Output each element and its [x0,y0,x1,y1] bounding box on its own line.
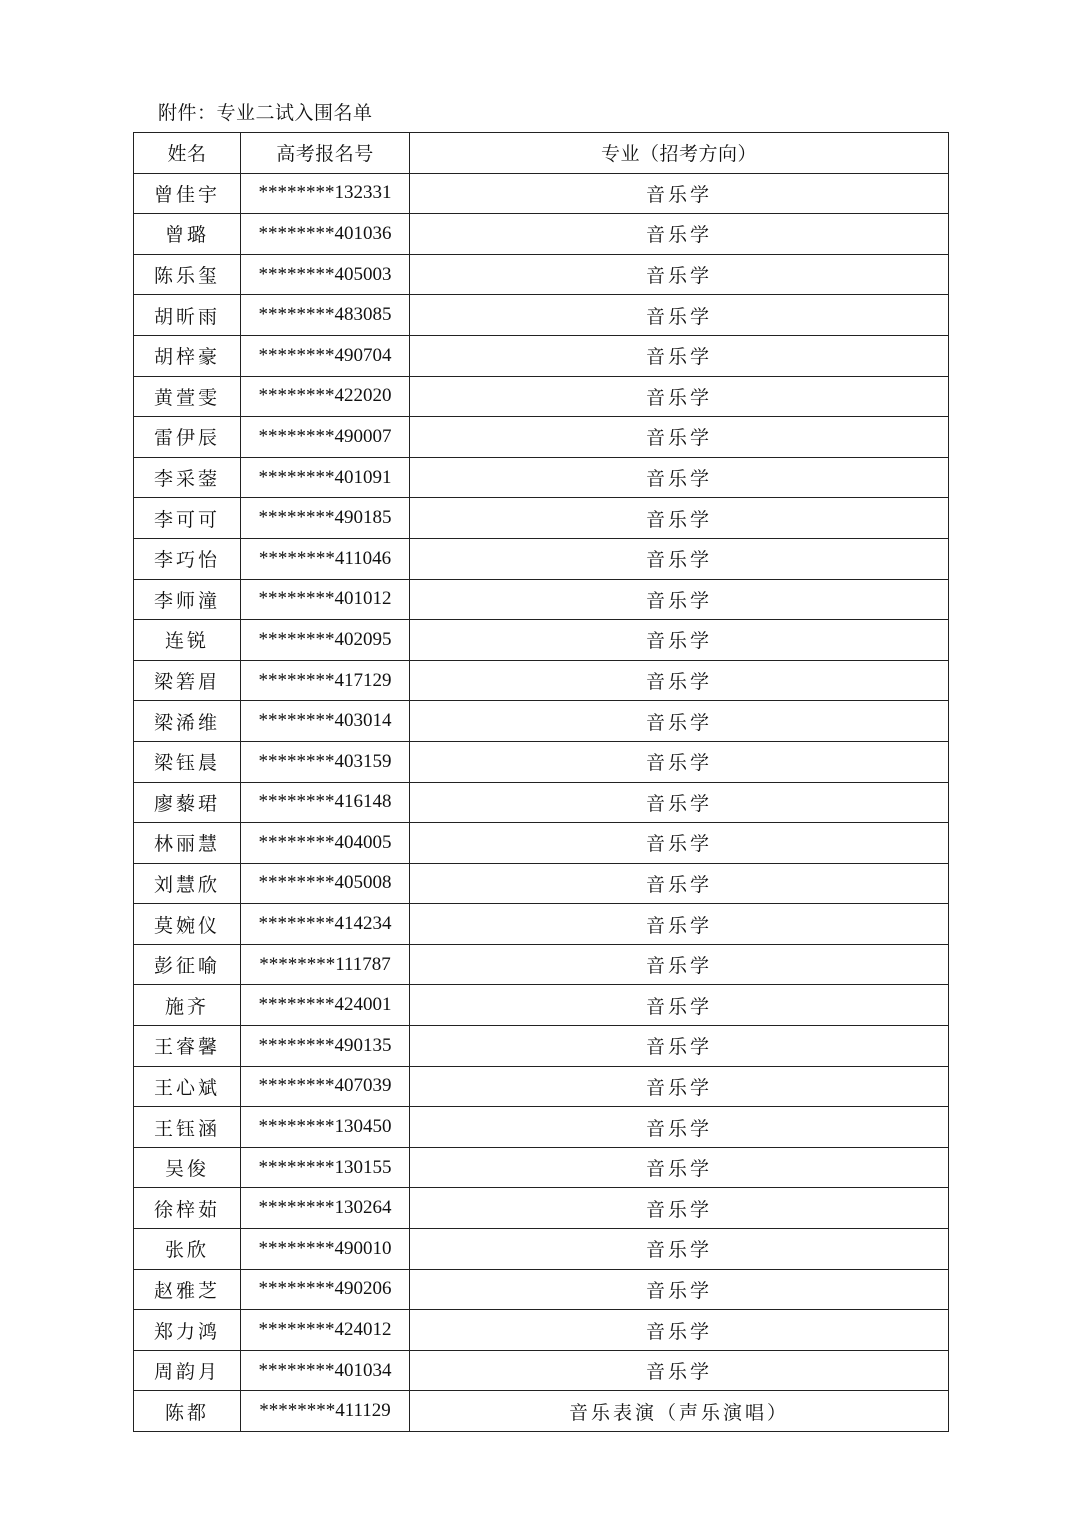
cell-major: 音乐学 [410,1188,949,1229]
table-row [134,335,949,376]
cell-major: 音乐学 [410,782,949,823]
cell-major: 音乐学 [410,173,949,214]
cell-exam-id: ********403014 [241,701,410,742]
table-row [134,944,949,985]
cell-major: 音乐学 [410,498,949,539]
cell-name: 赵雅芝 [134,1269,241,1310]
table-row [134,1066,949,1107]
table-row [134,295,949,336]
cell-name: 曾佳宇 [134,173,241,214]
table-row [134,1350,949,1391]
cell-major: 音乐学 [410,214,949,255]
cell-major: 音乐学 [410,904,949,945]
cell-major: 音乐学 [410,417,949,458]
cell-exam-id: ********424012 [241,1310,410,1351]
cell-exam-id: ********407039 [241,1066,410,1107]
cell-name: 莫婉仪 [134,904,241,945]
table-row [134,498,949,539]
cell-name: 胡昕雨 [134,295,241,336]
cell-exam-id: ********490704 [241,335,410,376]
cell-name: 李可可 [134,498,241,539]
cell-exam-id: ********402095 [241,620,410,661]
cell-exam-id: ********401034 [241,1350,410,1391]
cell-exam-id: ********404005 [241,823,410,864]
cell-exam-id: ********411046 [241,538,410,579]
cell-exam-id: ********490135 [241,1026,410,1067]
cell-major: 音乐学 [410,944,949,985]
cell-name: 林丽慧 [134,823,241,864]
page-heading: 附件：专业二试入围名单 [158,102,373,124]
cell-exam-id: ********411129 [241,1391,410,1432]
cell-name: 梁箬眉 [134,660,241,701]
cell-exam-id: ********422020 [241,376,410,417]
cell-major: 音乐学 [410,295,949,336]
cell-exam-id: ********132331 [241,173,410,214]
table-row [134,254,949,295]
table-row [134,579,949,620]
cell-exam-id: ********490007 [241,417,410,458]
cell-exam-id: ********490010 [241,1229,410,1270]
cell-major: 音乐学 [410,1147,949,1188]
cell-exam-id: ********401091 [241,457,410,498]
cell-name: 徐梓茹 [134,1188,241,1229]
cell-major: 音乐学 [410,1066,949,1107]
cell-exam-id: ********111787 [241,944,410,985]
table-row [134,173,949,214]
cell-major: 音乐学 [410,1107,949,1148]
table-row [134,782,949,823]
cell-name: 张欣 [134,1229,241,1270]
table-row [134,417,949,458]
cell-major: 音乐学 [410,985,949,1026]
cell-name: 胡梓豪 [134,335,241,376]
cell-exam-id: ********424001 [241,985,410,1026]
cell-major: 音乐学 [410,701,949,742]
table-row [134,1026,949,1067]
cell-major: 音乐学 [410,1350,949,1391]
table-row [134,701,949,742]
cell-name: 刘慧欣 [134,863,241,904]
cell-name: 李师潼 [134,579,241,620]
table-row [134,823,949,864]
cell-major: 音乐学 [410,538,949,579]
table-row [134,538,949,579]
table-row [134,741,949,782]
table-row [134,457,949,498]
table-row [134,1391,949,1432]
cell-major: 音乐学 [410,376,949,417]
table-row [134,214,949,255]
cell-major: 音乐学 [410,1229,949,1270]
cell-name: 彭征喻 [134,944,241,985]
cell-major: 音乐学 [410,335,949,376]
cell-major: 音乐表演（声乐演唱） [410,1391,949,1432]
cell-major: 音乐学 [410,660,949,701]
cell-name: 黄萱雯 [134,376,241,417]
cell-major: 音乐学 [410,823,949,864]
cell-exam-id: ********130264 [241,1188,410,1229]
cell-exam-id: ********403159 [241,741,410,782]
cell-name: 王睿馨 [134,1026,241,1067]
cell-name: 梁钰晨 [134,741,241,782]
cell-name: 李采蓥 [134,457,241,498]
cell-exam-id: ********401012 [241,579,410,620]
cell-name: 曾璐 [134,214,241,255]
cell-name: 施齐 [134,985,241,1026]
column-header-name: 姓名 [134,133,241,174]
cell-name: 梁浠维 [134,701,241,742]
cell-name: 李巧怡 [134,538,241,579]
cell-name: 廖藜珺 [134,782,241,823]
cell-exam-id: ********130450 [241,1107,410,1148]
cell-major: 音乐学 [410,254,949,295]
cell-name: 陈乐玺 [134,254,241,295]
cell-exam-id: ********490206 [241,1269,410,1310]
cell-major: 音乐学 [410,1310,949,1351]
cell-exam-id: ********414234 [241,904,410,945]
table-row [134,1147,949,1188]
table-row [134,620,949,661]
table-row [134,1269,949,1310]
shortlist-table [133,132,949,1432]
cell-name: 陈都 [134,1391,241,1432]
cell-exam-id: ********490185 [241,498,410,539]
table-row [134,863,949,904]
table-row [134,904,949,945]
cell-major: 音乐学 [410,457,949,498]
cell-exam-id: ********483085 [241,295,410,336]
cell-major: 音乐学 [410,741,949,782]
cell-exam-id: ********416148 [241,782,410,823]
table-header-row [134,133,949,174]
cell-major: 音乐学 [410,620,949,661]
cell-major: 音乐学 [410,1026,949,1067]
table-row [134,1107,949,1148]
column-header-exam-id: 高考报名号 [241,133,410,174]
cell-name: 王心斌 [134,1066,241,1107]
cell-exam-id: ********130155 [241,1147,410,1188]
cell-name: 周韵月 [134,1350,241,1391]
cell-exam-id: ********405008 [241,863,410,904]
cell-name: 郑力鸿 [134,1310,241,1351]
table-row [134,1188,949,1229]
cell-major: 音乐学 [410,1269,949,1310]
column-header-major: 专业（招考方向） [410,133,949,174]
table-row [134,376,949,417]
cell-name: 连锐 [134,620,241,661]
cell-major: 音乐学 [410,579,949,620]
table-row [134,1310,949,1351]
table-row [134,660,949,701]
table-row [134,985,949,1026]
cell-major: 音乐学 [410,863,949,904]
table-body [134,173,949,1431]
cell-name: 王钰涵 [134,1107,241,1148]
cell-name: 雷伊辰 [134,417,241,458]
cell-exam-id: ********405003 [241,254,410,295]
cell-name: 吴俊 [134,1147,241,1188]
cell-exam-id: ********417129 [241,660,410,701]
table-row [134,1229,949,1270]
cell-exam-id: ********401036 [241,214,410,255]
